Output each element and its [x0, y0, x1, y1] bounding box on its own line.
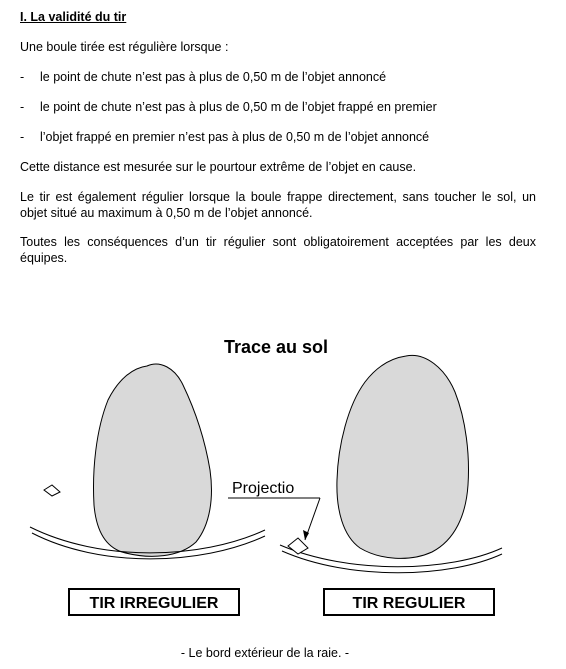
ball-mark-icon — [44, 485, 60, 496]
projection-label: Projectio — [232, 480, 295, 497]
intro-text: Une boule tirée est régulière lorsque : — [20, 40, 229, 54]
right-trace-shape — [337, 355, 469, 558]
bullet-text: le point de chute n’est pas à plus de 0,50 m de l’objet frappé en premier — [40, 100, 437, 114]
projection-mark — [288, 538, 308, 554]
paragraph-direct-hit: Le tir est également régulier lorsque la boule frappe directement, sans toucher le sol, un objet situé au maximum à 0,50 m de l’objet annoncé. — [20, 190, 536, 220]
bullet-text: le point de chute n’est pas à plus de 0,50 m de l’objet annoncé — [40, 70, 387, 84]
bullet-marker: - — [20, 100, 25, 114]
figure-caption: - Le bord extérieur de la raie. - — [180, 646, 350, 660]
paragraph-consequences: Toutes les conséquences d’un tir régulier sont obligatoirement acceptées par les deux équipes. — [20, 235, 536, 265]
label-tir-irregulier: TIR IRREGULIER — [68, 588, 240, 616]
bullet-text: l’objet frappé en premier n’est pas à plus de 0,50 m de l’objet annoncé — [40, 130, 430, 144]
bullet-marker: - — [20, 70, 25, 84]
left-trace-shape — [94, 364, 212, 556]
figure-title: Trace au sol — [223, 337, 329, 357]
bullet-marker: - — [20, 130, 25, 144]
paragraph-distance: Cette distance est mesurée sur le pourtour extrême de l’objet en cause. — [20, 160, 417, 174]
section-heading: I. La validité du tir — [20, 10, 127, 24]
label-tir-regulier: TIR REGULIER — [323, 588, 495, 616]
